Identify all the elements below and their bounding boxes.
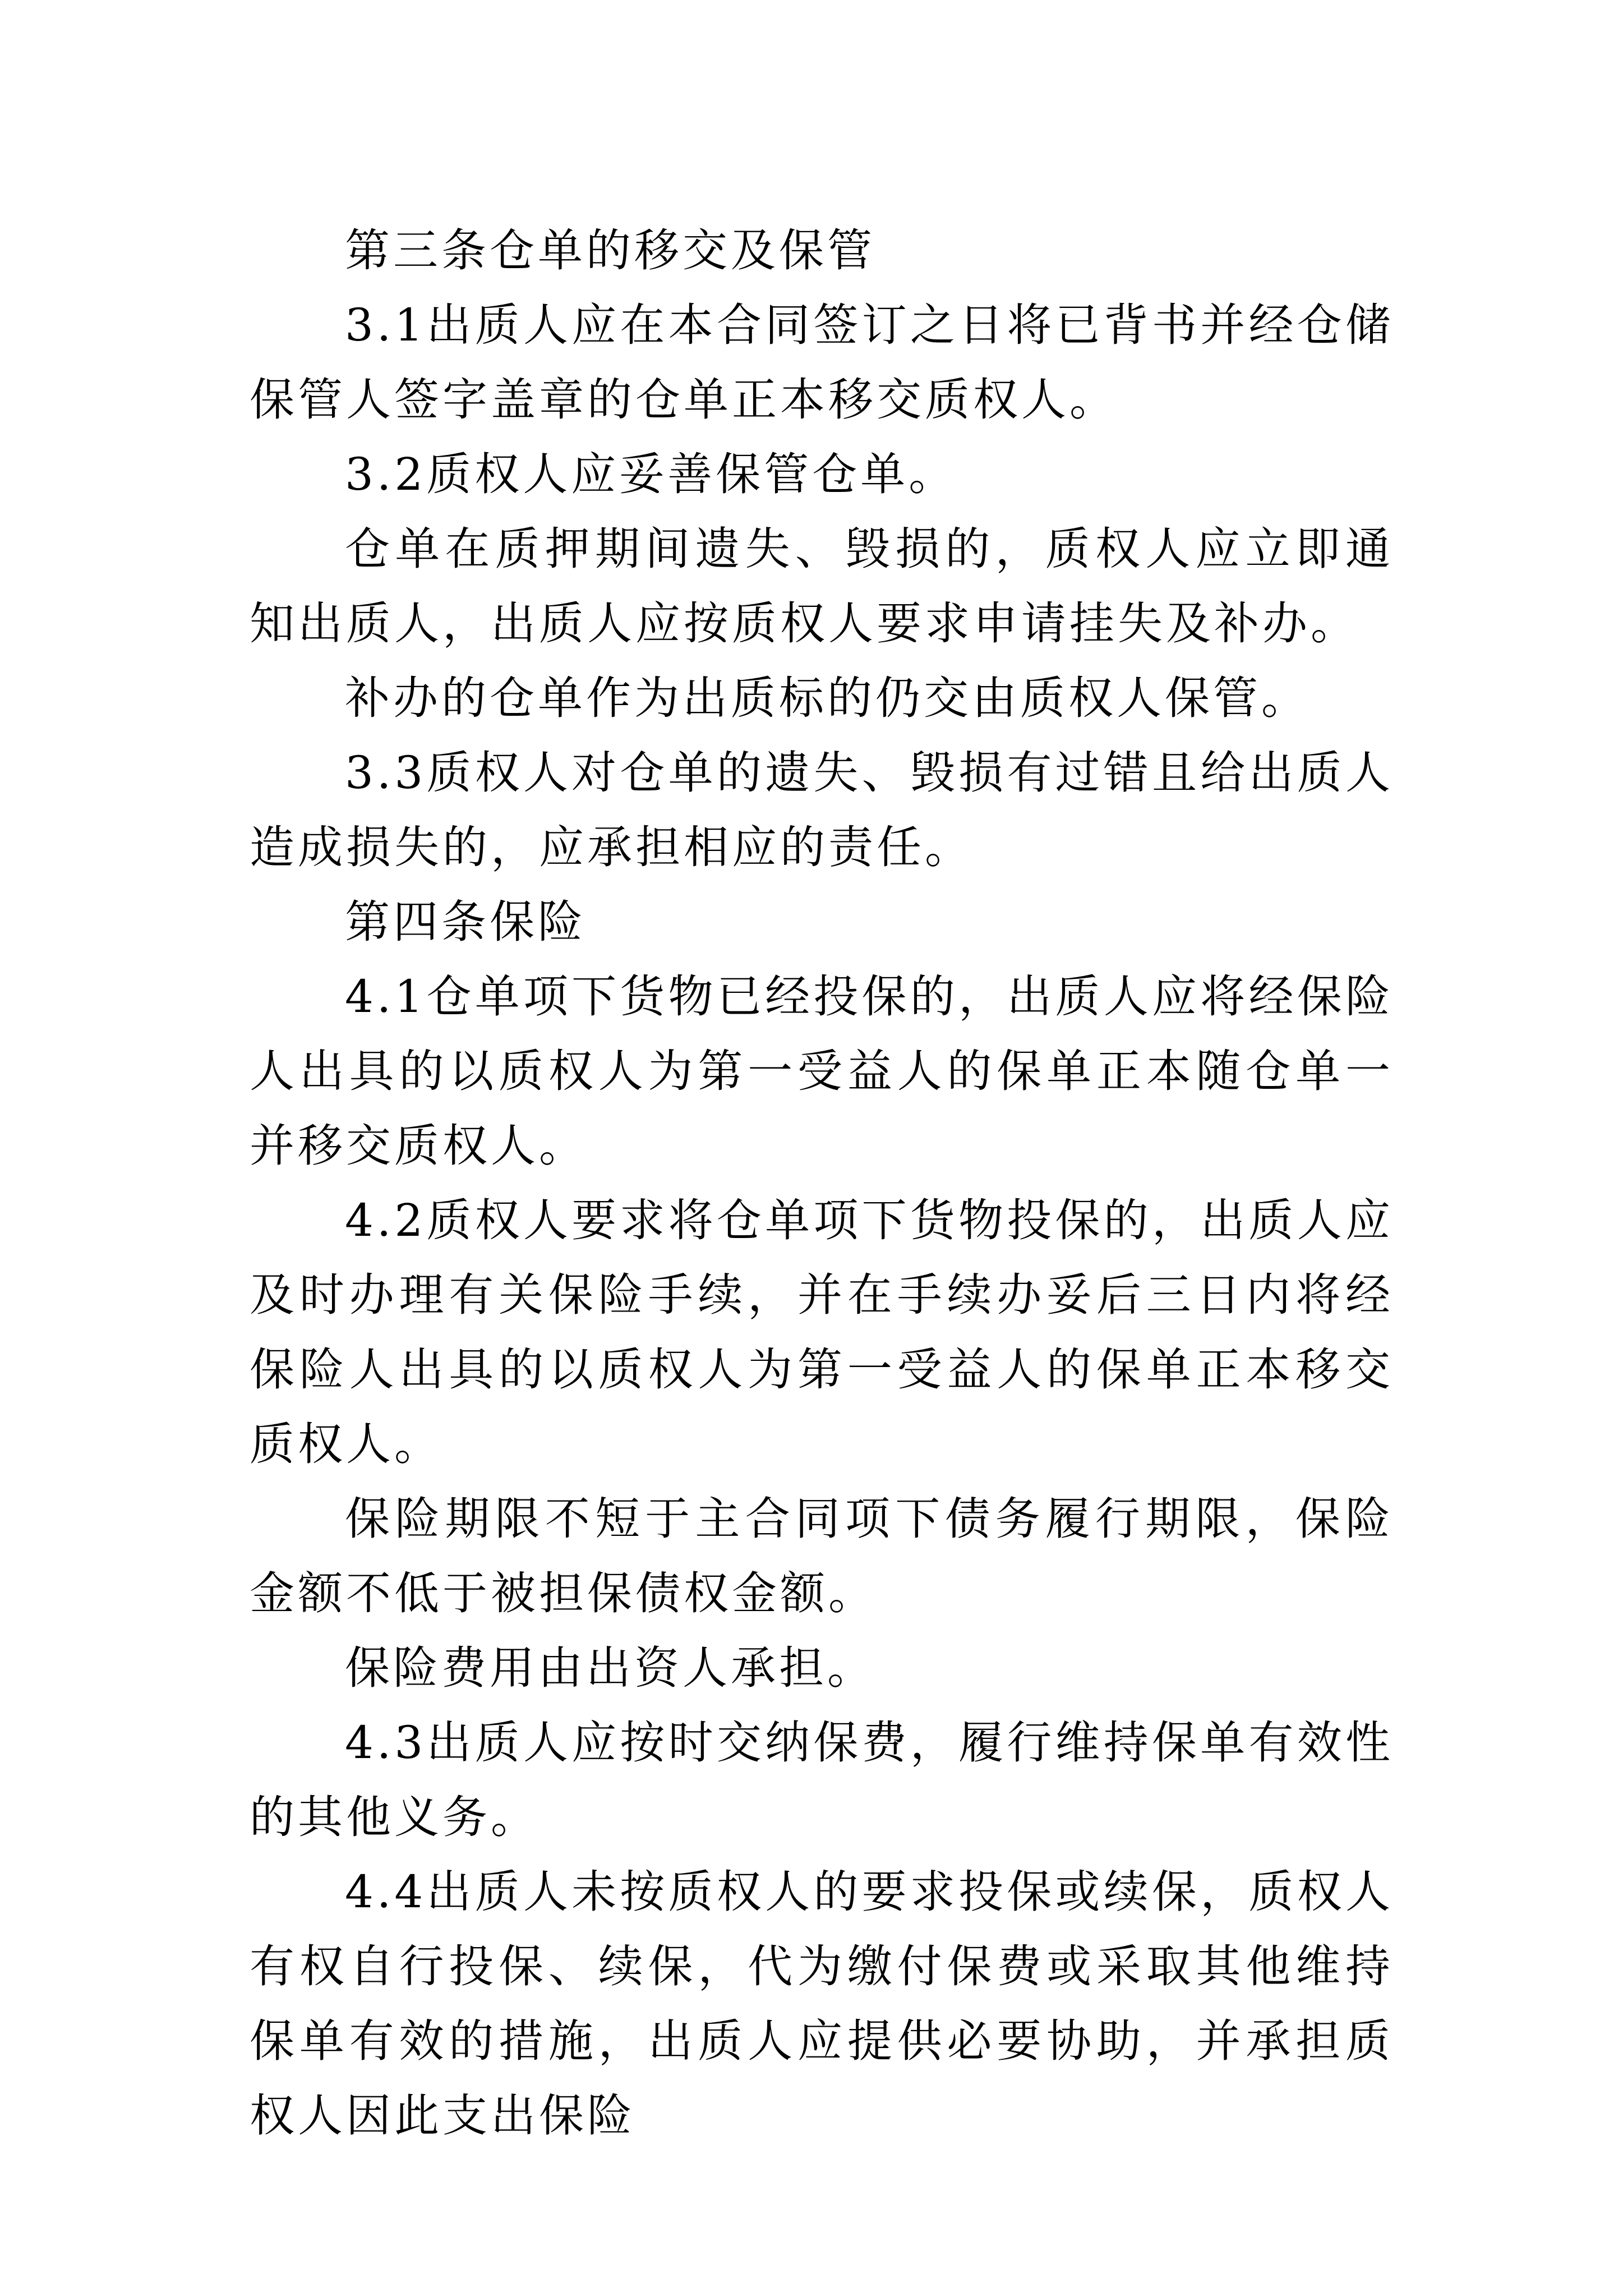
section-heading-article-3: 第三条仓单的移交及保管 [345,224,875,277]
clause-4-4: 4.4出质人未按质权人的要求投保或续保，质权人有权自行投保、续保，代为缴付保费或采取其他维持保单有效的措施，出质人应提供必要协助，并承担质权人因此支出保险 [250,1866,1394,2142]
section-heading-article-4: 第四条保险 [345,896,586,948]
clause-3-2-loss-notice: 仓单在质押期间遗失、毁损的，质权人应立即通知出质人，出质人应按质权人要求申请挂失及补办。 [250,523,1394,650]
clause-3-3: 3.3质权人对仓单的遗失、毁损有过错且给出质人造成损失的，应承担相应的责任。 [250,747,1394,873]
clause-3-1: 3.1出质人应在本合同签订之日将已背书并经仓储保管人签字盖章的仓单正本移交质权人。 [250,299,1394,426]
clause-3-2: 3.2质权人应妥善保管仓单。 [345,448,957,500]
clause-3-2-reissue: 补办的仓单作为出质标的仍交由质权人保管。 [345,672,1310,724]
document-body [250,213,1394,2153]
clause-4-3: 4.3出质人应按时交纳保费，履行维持保单有效性的其他义务。 [250,1717,1394,1843]
clause-4-2: 4.2质权人要求将仓单项下货物投保的，出质人应及时办理有关保险手续，并在手续办妥后三日内将经保险人出具的以质权人为第一受益人的保单正本移交质权人。 [250,1194,1394,1470]
clause-4-1: 4.1仓单项下货物已经投保的，出质人应将经保险人出具的以质权人为第一受益人的保单正本随仓单一并移交质权人。 [250,970,1394,1172]
clause-4-2-insurance-cost: 保险费用由出资人承担。 [345,1642,875,1694]
clause-4-2-insurance-term: 保险期限不短于主合同项下债务履行期限，保险金额不低于被担保债权金额。 [250,1493,1394,1619]
